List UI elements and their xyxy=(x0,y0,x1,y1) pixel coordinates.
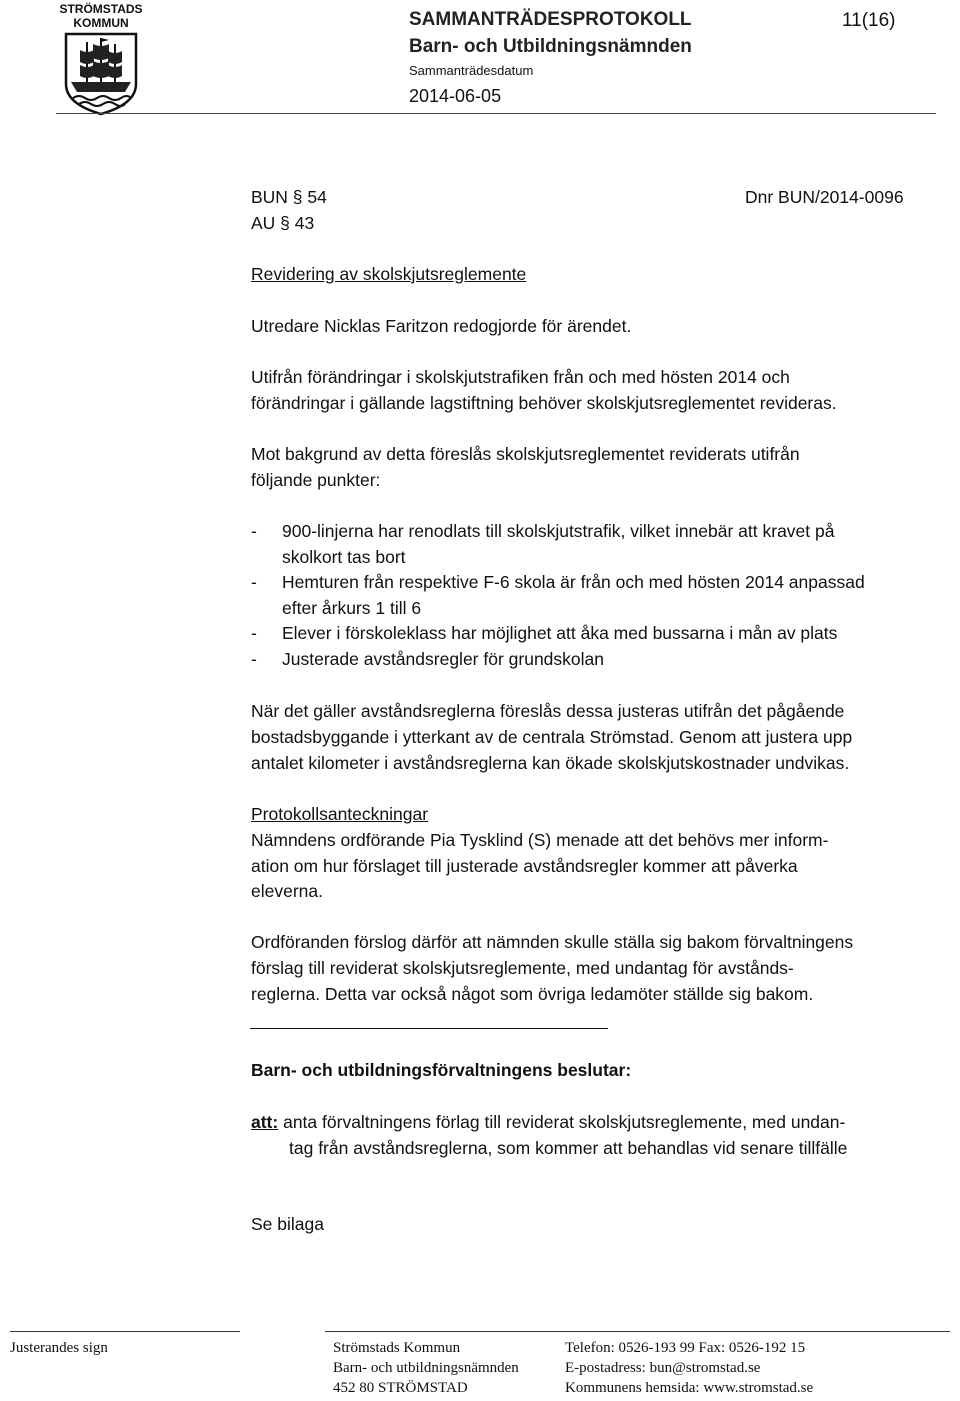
coat-of-arms-logo xyxy=(63,32,139,116)
footer-line: Telefon: 0526-193 99 Fax: 0526-192 15 xyxy=(565,1340,806,1356)
bullet-dash: - xyxy=(251,572,257,592)
signature-label: Justerandes sign xyxy=(10,1340,108,1356)
footer-line: Barn- och utbildningsnämnden xyxy=(333,1360,519,1376)
attachment-note: Se bilaga xyxy=(251,1214,324,1234)
text-line: Justerade avståndsregler för grundskolan xyxy=(282,649,604,669)
text-line: När det gäller avståndsreglerna föreslås dessa justeras utifrån det pågående xyxy=(251,701,845,721)
bullet-dash: - xyxy=(251,623,257,643)
protocol-notes xyxy=(251,802,828,905)
section-separator xyxy=(250,1028,608,1029)
text-line: Hemturen från respektive F-6 skola är från och med hösten 2014 anpassad xyxy=(282,572,865,592)
text-line: förslag till reviderat skolskjutsreglemente, med undantag för avstånds- xyxy=(251,957,794,978)
text-line: 900-linjerna har renodlats till skolskjutstrafik, vilket innebär att kravet på xyxy=(282,521,835,541)
text-line: förändringar i gällande lagstiftning behöver skolskjutsreglementet revideras. xyxy=(251,392,837,413)
text-line: eleverna. xyxy=(251,881,323,902)
decision-att xyxy=(251,1110,941,1162)
text-line: reglerna. Detta var också något som övriga ledamöter ställde sig bakom. xyxy=(251,983,814,1004)
footer-rule-left xyxy=(10,1331,240,1332)
case-title: Revidering av skolskjutsreglemente xyxy=(251,264,527,284)
bullet-dash: - xyxy=(251,521,257,541)
header-divider xyxy=(56,113,936,114)
text-line: bostadsbyggande i ytterkant av de centrala Strömstad. Genom att justera upp xyxy=(251,726,853,747)
logo-municipality-name xyxy=(56,2,146,30)
text-line: Ordföranden förslog därför att nämnden skulle ställa sig bakom förvaltningens xyxy=(251,932,854,952)
paragraph-background xyxy=(251,365,837,417)
paragraph-distance-rules xyxy=(251,699,852,776)
diary-number: Dnr BUN/2014-0096 xyxy=(745,187,904,207)
footer-address xyxy=(333,1338,519,1398)
notes-heading: Protokollsanteckningar xyxy=(251,804,429,824)
date-label: Sammanträdesdatum xyxy=(409,63,534,78)
text-line: Elever i förskoleklass har möjlighet att åka med bussarna i mån av plats xyxy=(282,623,838,643)
decision-heading: Barn- och utbildningsförvaltningens beslutar: xyxy=(251,1060,632,1080)
text-line: skolkort tas bort xyxy=(282,546,406,567)
au-paragraph-ref: AU § 43 xyxy=(251,213,315,233)
text-line: ation om hur förslaget till justerade avståndsregler kommer att påverka xyxy=(251,855,798,876)
text-line: tag från avståndsreglerna, som kommer att behandlas vid senare tillfälle xyxy=(289,1137,848,1158)
page-number: 11(16) xyxy=(842,10,896,31)
document-title: SAMMANTRÄDESPROTOKOLL xyxy=(409,9,692,30)
att-label: att: xyxy=(251,1112,279,1132)
bun-paragraph-ref: BUN § 54 xyxy=(251,187,327,207)
text-line: antalet kilometer i avståndsreglerna kan ökade skolskjutskostnader undvikas. xyxy=(251,752,850,773)
footer-contact xyxy=(565,1338,813,1398)
footer-line: E-postadress: bun@stromstad.se xyxy=(565,1360,761,1376)
committee-name: Barn- och Utbildningsnämnden xyxy=(409,36,692,57)
text-line: Mot bakgrund av detta föreslås skolskjutsreglementet reviderats utifrån xyxy=(251,444,800,464)
logo-line-2: KOMMUN xyxy=(73,16,129,30)
footer-line: Strömstads Kommun xyxy=(333,1340,461,1356)
text-line: efter årkurs 1 till 6 xyxy=(282,597,422,618)
text-line: följande punkter: xyxy=(251,469,381,490)
paragraph-investigator: Utredare Nicklas Faritzon redogjorde för ärendet. xyxy=(251,316,632,336)
text-line: Nämndens ordförande Pia Tysklind (S) menade att det behövs mer inform- xyxy=(251,829,829,850)
text-line: Utifrån förändringar i skolskjutstrafiken från och med hösten 2014 och xyxy=(251,367,790,387)
paragraph-proposal xyxy=(251,442,800,494)
logo-line-1: STRÖMSTADS xyxy=(59,2,143,16)
text-line: anta förvaltningens förlag till reviderat skolskjutsreglemente, med undan- xyxy=(283,1112,846,1132)
footer-line: Kommunens hemsida: www.stromstad.se xyxy=(565,1380,814,1396)
footer-rule-right xyxy=(325,1331,950,1332)
footer-line: 452 80 STRÖMSTAD xyxy=(333,1380,468,1396)
paragraph-chair-proposal xyxy=(251,930,853,1007)
bullet-dash: - xyxy=(251,649,257,669)
meeting-date: 2014-06-05 xyxy=(409,86,502,106)
